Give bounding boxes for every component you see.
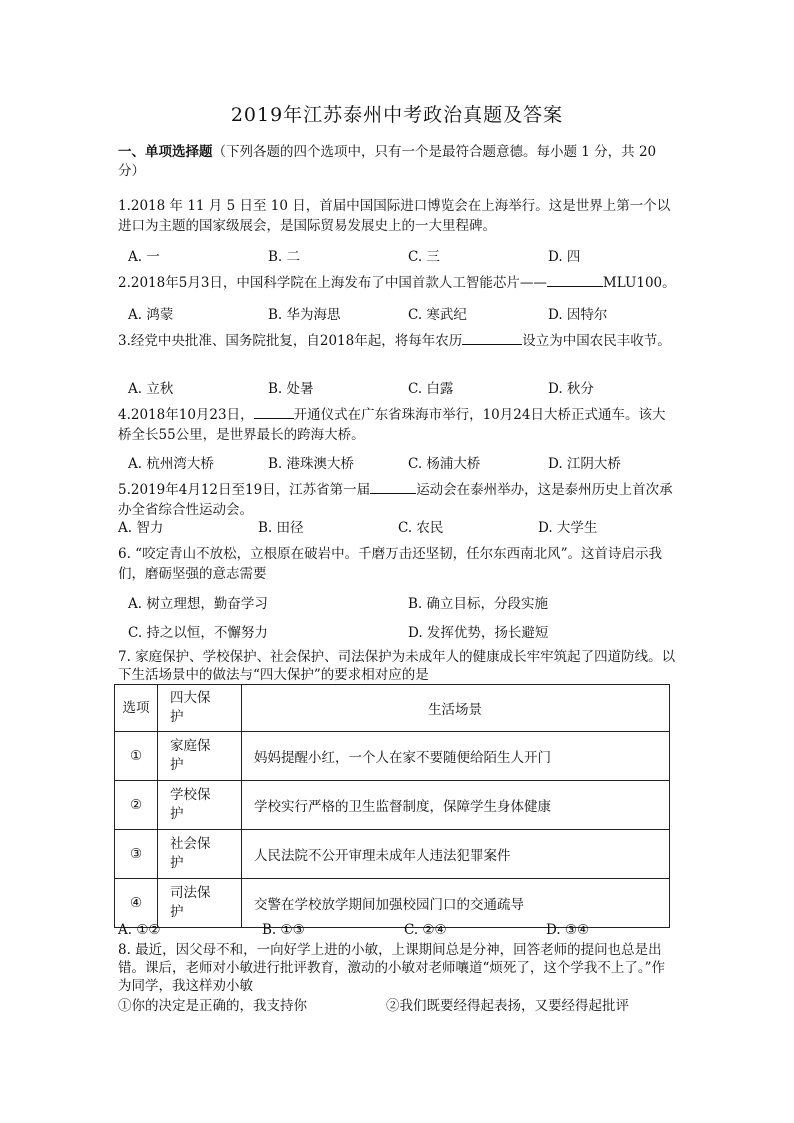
row-option: ③ (115, 830, 158, 879)
table-row (115, 732, 670, 781)
page-title: 2019年江苏泰州中考政治真题及答案 (230, 104, 564, 126)
q4-option-b: B. 港珠澳大桥 (268, 456, 355, 472)
q2-text-before: 2.2018年5月3日，中国科学院在上海发布了中国首款人工智能芯片—— (118, 275, 547, 291)
question-4-text (118, 404, 676, 445)
q8-statement-2: ②我们既要经得起表扬，又要经得起批评 (386, 998, 629, 1014)
q1-option-b: B. 二 (268, 249, 301, 265)
q2-option-c: C. 寒武纪 (408, 307, 467, 323)
question-8-text: 8. 最近，因父母不和，一向好学上进的小敏，上课期间总是分神，回答老师的提问也总是出错。课后，老师对小敏进行批评教育，激动的小敏对老师嚷道“烦死了，这个学我不上了。”作为同学，我这样劝小敏 (118, 942, 666, 994)
q1-option-d: D. 四 (548, 249, 581, 265)
question-2-text (118, 272, 676, 293)
question-6-text: 6. “咬定青山不放松，立根原在破岩中。千磨万击还坚韧，任尔东西南北风”。这首诗启示我们，磨砺坚强的意志需要 (118, 546, 662, 582)
row-type-text: 学校保护 (170, 787, 211, 822)
q8-statement-1: ①你的决定是正确的，我支持你 (118, 998, 307, 1014)
q5-option-a: A. 智力 (118, 520, 164, 536)
q1-option-c: C. 三 (408, 249, 440, 265)
question-7-text: 7. 家庭保护、学校保护、社会保护、司法保护为未成年人的健康成长牢牢筑起了四道防线。以下生活场景中的做法与“四大保护”的要求相对应的是 (118, 649, 676, 683)
row-type-text: 社会保护 (170, 836, 211, 871)
row-option: ① (115, 732, 158, 781)
q6-option-c: C. 持之以恒，不懈努力 (128, 625, 268, 641)
section-description: （下列各题的四个选项中，只有一个是最符合题意德。每小题 1 分，共 20 分） (118, 144, 657, 179)
q3-option-a: A. 立秋 (128, 381, 174, 397)
q7-option-b: B. ①③ (262, 922, 305, 938)
q5-text-after: 运动会在泰州举办，这是泰州历史上首次承办全省综合性运动会。 (118, 482, 673, 518)
row-option: ② (115, 781, 158, 830)
row-type (158, 879, 242, 928)
q5-text-before: 5.2019年4月12日至19日，江苏省第一届 (118, 482, 371, 498)
q7-option-d: D. ③④ (546, 922, 590, 938)
q5-option-c: C. 农民 (398, 520, 444, 536)
q6-option-a: A. 树立理想，勤奋学习 (128, 596, 268, 612)
q3-text-before: 3.经党中央批准、国务院批复，自2018年起，将每年农历 (118, 333, 463, 349)
q4-text-before: 4.2018年10月23日， (118, 407, 254, 423)
row-type-text: 司法保护 (170, 885, 211, 920)
row-option: ④ (115, 879, 158, 928)
q6-option-b: B. 确立目标，分段实施 (408, 596, 549, 612)
header-text: 选项 (122, 699, 150, 716)
row-type-text: 家庭保护 (170, 738, 211, 773)
q3-option-b: B. 处暑 (268, 381, 314, 397)
q6-option-d: D. 发挥优势，扬长避短 (408, 625, 549, 641)
section-heading (118, 143, 678, 181)
answer-blank (370, 479, 416, 494)
row-scene: 人民法院不公开审理未成年人违法犯罪案件 (242, 830, 670, 879)
q7-option-a: A. ①② (118, 922, 161, 938)
q2-option-b: B. 华为海思 (268, 307, 341, 323)
q3-option-d: D. 秋分 (548, 381, 594, 397)
question-5-text (118, 479, 676, 520)
row-scene: 妈妈提醒小红，一个人在家不要随便给陌生人开门 (242, 732, 670, 781)
q4-option-c: C. 杨浦大桥 (408, 456, 481, 472)
q5-option-b: B. 田径 (258, 520, 304, 536)
q2-option-d: D. 因特尔 (548, 307, 608, 323)
answer-blank (254, 404, 294, 419)
q2-text-after: MLU100。 (602, 275, 676, 291)
row-type (158, 732, 242, 781)
section-title: 一、单项选择题 (118, 144, 213, 160)
q5-option-d: D. 大学生 (538, 520, 598, 536)
answer-blank (547, 272, 603, 287)
question-1-text: 1.2018 年 11 月 5 日至 10 日，首届中国国际进口博览会在上海举行。这是世界上第一个以进口为主题的国家级展会，是国际贸易发展史上的一大里程碑。 (118, 198, 671, 234)
table-header-type (158, 685, 242, 732)
table-header-scene: 生活场景 (242, 685, 670, 732)
row-type (158, 781, 242, 830)
q4-option-d: D. 江阴大桥 (548, 456, 621, 472)
row-scene: 学校实行严格的卫生监督制度，保障学生身体健康 (242, 781, 670, 830)
q4-text-after: 开通仪式在广东省珠海市举行，10月24日大桥正式通车。该大桥全长55公里，是世界最长的跨海大桥。 (118, 407, 666, 443)
table-header-row (115, 685, 670, 732)
q3-text-after: 设立为中国农民丰收节。 (522, 333, 671, 349)
q4-option-a: A. 杭州湾大桥 (128, 456, 214, 472)
table-row (115, 781, 670, 830)
header-text: 四大保护 (170, 690, 211, 725)
q2-option-a: A. 鸿蒙 (128, 307, 174, 323)
row-scene: 交警在学校放学期间加强校园门口的交通疏导 (242, 879, 670, 928)
table-header-option (115, 685, 158, 732)
answer-blank (462, 330, 522, 345)
q7-option-c: C. ②④ (404, 922, 447, 938)
question-3-text (118, 330, 676, 351)
q1-option-a: A. 一 (128, 249, 160, 265)
row-type (158, 830, 242, 879)
protection-table (114, 684, 670, 928)
table-row (115, 830, 670, 879)
table-row (115, 879, 670, 928)
q3-option-c: C. 白露 (408, 381, 454, 397)
